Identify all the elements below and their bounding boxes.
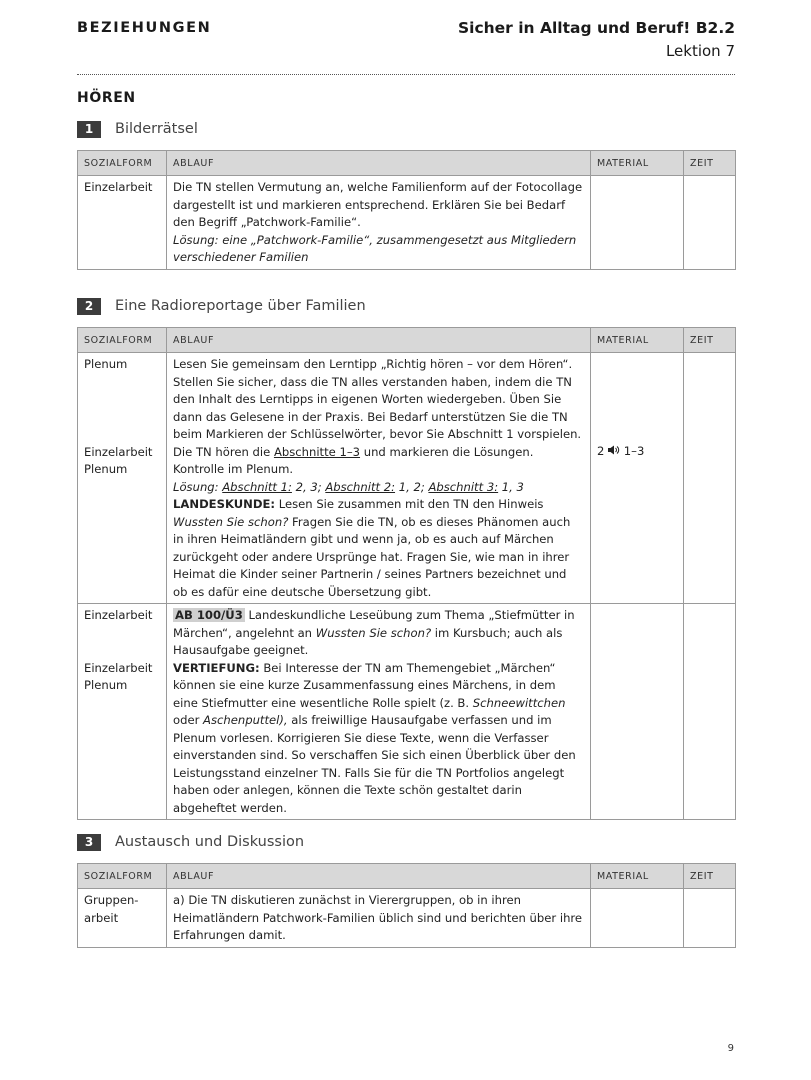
chapter-label: BEZIEHUNGEN: [77, 20, 212, 36]
solution-text: Lösung: eine „Patchwork-Familie“, zusammengesetzt aus Mitgliedern verschiedener Familien: [173, 232, 577, 264]
audio-track: 2: [597, 444, 605, 458]
ablauf-text: Landeskundliche Leseübung zum Thema „Stiefmütter in Märchen“, angelehnt an: [173, 608, 575, 640]
landeskunde-text: Lesen Sie zusammen mit den TN den Hinweis: [275, 497, 544, 511]
ablauf-text: Kontrolle im Plenum.: [173, 462, 294, 476]
sozialform-text: Plenum: [84, 678, 128, 692]
task-3: [77, 832, 735, 948]
task-2-table: [77, 327, 736, 820]
solution-section-1: Abschnitt 1:: [222, 479, 292, 494]
landeskunde-text: Fragen Sie die TN, ob es dieses Phänomen auch in ihren Heimatländern gibt und wenn ja, ob es auch auf Märchen zurückgeht oder andere Ursprünge hat. Fragen Sie, wie man in ihrer Heimat die Kinder seiner Partnerin / seines Partners bezeichnet und ob es dafür eine deutsche Übersetzung gibt.: [173, 514, 571, 599]
zeit-cell: [684, 604, 736, 820]
ablauf-cell: [167, 353, 591, 604]
task-title: [77, 296, 735, 316]
ablauf-text: Die TN stellen Vermutung an, welche Familienform auf der Fotocollage dargestellt ist und markieren entsprechend. Erklären Sie bei Bedarf den Begriff „Patchwork-Familie“.: [173, 180, 583, 229]
page-number: 9: [727, 1043, 734, 1054]
task-3-table: [77, 863, 736, 948]
sozialform-cell: [78, 353, 167, 604]
ablauf-cell: [167, 889, 591, 948]
col-sozialform: SOZIALFORM: [78, 151, 167, 176]
vertiefung-label: VERTIEFUNG:: [173, 660, 260, 675]
col-material: MATERIAL: [591, 864, 684, 889]
task-1-table: [77, 150, 736, 270]
col-zeit: ZEIT: [684, 864, 736, 889]
vertiefung-text: als freiwillige Hausaufgabe verfassen und im Plenum vorlesen. Korrigieren Sie diese Texte, wenn die Verfasser einverstanden sind. So verschaffen Sie sich einen Überblick über den Leistungsstand einzelner TN. Falls Sie für die TN Portfolios angelegt haben oder anlegen, können die Texte schön gestaltet darin abgeheftet werden.: [173, 713, 576, 815]
task-name: Eine Radioreportage über Familien: [115, 298, 366, 314]
task-name: Austausch und Diskussion: [115, 834, 305, 850]
material-cell: [591, 176, 684, 270]
zeit-cell: [684, 176, 736, 270]
material-cell: [591, 353, 684, 604]
sozialform-text: Einzelarbeit: [84, 660, 153, 675]
ablauf-text: im Kursbuch; auch als Hausaufgabe geeignet.: [173, 625, 563, 657]
task-2: [77, 296, 735, 820]
col-sozialform: SOZIALFORM: [78, 864, 167, 889]
sozialform-text: arbeit: [84, 910, 119, 925]
material-cell: [591, 889, 684, 948]
sozialform-text: Einzelarbeit: [84, 608, 153, 622]
solution-value-3: 1, 3: [498, 479, 524, 494]
landeskunde-italic: Wussten Sie schon?: [173, 514, 289, 529]
lesson-label: Lektion 7: [665, 42, 735, 60]
speaker-icon: [608, 444, 620, 458]
audio-material: [597, 443, 677, 461]
col-ablauf: ABLAUF: [167, 864, 591, 889]
ablauf-italic: Wussten Sie schon?: [315, 625, 432, 640]
ablauf-cell: [167, 604, 591, 820]
task-number: 1: [77, 121, 101, 138]
col-material: MATERIAL: [591, 151, 684, 176]
sozialform-cell: [78, 889, 167, 948]
sozialform-text: Gruppen-: [84, 893, 139, 907]
sozialform-text: Plenum: [84, 462, 128, 476]
ablauf-text: und markieren die Lösungen.: [360, 444, 534, 459]
col-zeit: ZEIT: [684, 328, 736, 353]
workbook-reference: AB 100/Ü3: [175, 608, 243, 622]
book-title: Sicher in Alltag und Beruf! B2.2: [457, 19, 735, 37]
sozialform-text: Einzelarbeit: [84, 180, 153, 194]
vertiefung-text: Bei Interesse der TN am Themengebiet „Märchen“ können sie eine kurze Zusammenfassung eines Märchens, in dem eine Stiefmutter eine wesentliche Rolle spielt (z. B.: [173, 660, 556, 710]
task-title: [77, 119, 735, 139]
material-cell: [591, 604, 684, 820]
ablauf-paragraph: Lesen Sie gemeinsam den Lerntipp „Richtig hören – vor dem Hören“. Stellen Sie sicher, dass die TN alles verstanden haben, indem die TN den Inhalt des Lerntipps in eigenen Worten wiedergeben. Üben Sie dann das Gelesene in der Praxis. Bei Bedarf unterstützen Sie die TN beim Markieren der Schlüsselwörter, bevor Sie Abschnitt 1 vorspielen.: [173, 357, 582, 441]
sozialform-cell: [78, 604, 167, 820]
solution-section-3: Abschnitt 3:: [428, 479, 499, 494]
solution-value-2: 1, 2;: [395, 479, 429, 494]
landeskunde-label: LANDESKUNDE:: [173, 497, 276, 511]
col-material: MATERIAL: [591, 328, 684, 353]
section-heading: HÖREN: [77, 90, 136, 106]
sozialform-text: Einzelarbeit: [84, 444, 153, 459]
solution-value-1: 2, 3;: [291, 479, 326, 494]
task-title: [77, 832, 735, 852]
zeit-cell: [684, 353, 736, 604]
table-header-row: [78, 151, 736, 176]
ablauf-cell: [167, 176, 591, 270]
sozialform-text: Plenum: [84, 357, 128, 371]
table-row: [78, 353, 736, 604]
zeit-cell: [684, 889, 736, 948]
solution-label: Lösung:: [173, 479, 219, 494]
solution-section-2: Abschnitt 2:: [325, 479, 396, 494]
col-ablauf: ABLAUF: [167, 328, 591, 353]
task-name: Bilderrätsel: [115, 121, 198, 137]
vertiefung-italic: Schneewittchen: [472, 695, 566, 710]
ablauf-text: Die TN hören die: [173, 444, 274, 459]
task-1: [77, 119, 735, 270]
col-zeit: ZEIT: [684, 151, 736, 176]
audio-range: 1–3: [623, 444, 645, 458]
vertiefung-italic: Aschenputtel),: [203, 713, 288, 727]
sozialform-cell: [78, 176, 167, 270]
page-header: [77, 0, 735, 75]
vertiefung-text: oder: [173, 713, 204, 727]
table-header-row: [78, 864, 736, 889]
ablauf-text: a) Die TN diskutieren zunächst in Vierergruppen, ob in ihren Heimatländern Patchwork-Familien üblich sind und berichten über ihre Erfahrungen damit.: [173, 893, 583, 942]
table-row: [78, 889, 736, 948]
col-sozialform: SOZIALFORM: [78, 328, 167, 353]
task-number: 3: [77, 834, 101, 851]
table-header-row: [78, 328, 736, 353]
document-page: [77, 0, 735, 942]
table-row: [78, 604, 736, 820]
task-number: 2: [77, 298, 101, 315]
table-row: [78, 176, 736, 270]
sections-link-text: Abschnitte 1–3: [273, 444, 361, 459]
col-ablauf: ABLAUF: [167, 151, 591, 176]
